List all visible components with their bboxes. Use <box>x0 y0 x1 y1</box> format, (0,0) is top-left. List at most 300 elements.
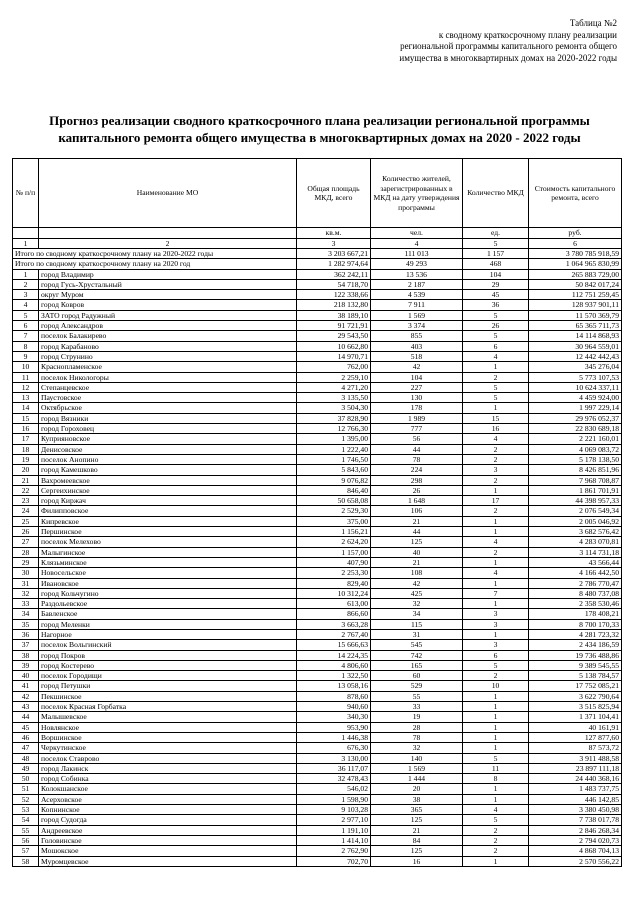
houses-value: 2 <box>463 475 529 485</box>
area-value: 10 662,80 <box>297 341 371 351</box>
mo-name: поселок Ставрово <box>39 753 297 763</box>
table-row <box>13 475 622 485</box>
cost-value: 1 861 701,91 <box>529 485 622 495</box>
area-value: 3 130,00 <box>297 753 371 763</box>
mo-name: город Гусь-Хрустальный <box>39 279 297 289</box>
mo-name: город Киржач <box>39 496 297 506</box>
row-number: 36 <box>13 629 39 639</box>
col-number-cell: 2 <box>39 238 297 249</box>
residents-value: 84 <box>371 835 463 845</box>
cost-value: 5 773 107,53 <box>529 372 622 382</box>
unit-cell <box>39 228 297 239</box>
table-row <box>13 794 622 804</box>
area-value: 32 478,43 <box>297 774 371 784</box>
mo-name: Копнинское <box>39 805 297 815</box>
mo-name: поселок Анопино <box>39 454 297 464</box>
residents-value: 130 <box>371 393 463 403</box>
cost-value: 4 281 723,32 <box>529 629 622 639</box>
mo-name: Андреевское <box>39 825 297 835</box>
area-value: 407,90 <box>297 557 371 567</box>
mo-name: город Александров <box>39 321 297 331</box>
table-row <box>13 629 622 639</box>
houses-value: 3 <box>463 619 529 629</box>
cost-value: 265 883 729,00 <box>529 269 622 279</box>
residents-value: 1 569 <box>371 763 463 773</box>
cost-value: 87 573,72 <box>529 743 622 753</box>
row-number: 9 <box>13 351 39 361</box>
houses-value: 1 <box>463 712 529 722</box>
header-cell-area: Общая площадь МКД, всего <box>297 159 371 228</box>
cost-value: 2 846 268,34 <box>529 825 622 835</box>
area-value: 5 843,60 <box>297 465 371 475</box>
table-row <box>13 547 622 557</box>
cost-value: 22 830 689,18 <box>529 424 622 434</box>
cost-value: 7 968 708,87 <box>529 475 622 485</box>
cost-value: 127 877,60 <box>529 732 622 742</box>
houses-value: 6 <box>463 650 529 660</box>
table-row <box>13 815 622 825</box>
caption-line: к сводному краткосрочному плану реализации <box>438 29 617 40</box>
cost-value: 3 682 576,42 <box>529 527 622 537</box>
area-value: 1 746,50 <box>297 454 371 464</box>
row-number: 28 <box>13 547 39 557</box>
mo-name: Вахромеевское <box>39 475 297 485</box>
row-number: 12 <box>13 382 39 392</box>
table-row <box>13 763 622 773</box>
cost-value: 5 138 784,57 <box>529 671 622 681</box>
row-number: 7 <box>13 331 39 341</box>
area-value: 2 529,30 <box>297 506 371 516</box>
row-number: 27 <box>13 537 39 547</box>
mo-name: Раздольевское <box>39 599 297 609</box>
mo-name: Пекшинское <box>39 691 297 701</box>
table-row <box>13 671 622 681</box>
table-row <box>13 784 622 794</box>
row-number: 15 <box>13 413 39 423</box>
houses-value: 1 <box>463 691 529 701</box>
total-row <box>13 249 622 259</box>
table-row <box>13 825 622 835</box>
table-row <box>13 609 622 619</box>
area-value: 50 658,08 <box>297 496 371 506</box>
cost-value: 10 624 337,11 <box>529 382 622 392</box>
residents-value: 104 <box>371 372 463 382</box>
houses-value: 17 <box>463 496 529 506</box>
residents-value: 403 <box>371 341 463 351</box>
area-value: 14 970,71 <box>297 351 371 361</box>
mo-name: город Струнино <box>39 351 297 361</box>
residents-value: 32 <box>371 743 463 753</box>
houses-value: 5 <box>463 815 529 825</box>
table-row <box>13 640 622 650</box>
table-row <box>13 537 622 547</box>
cost-value: 4 283 070,81 <box>529 537 622 547</box>
area-value: 953,90 <box>297 722 371 732</box>
mo-name: город Карабаново <box>39 341 297 351</box>
table-row <box>13 588 622 598</box>
area-value: 702,70 <box>297 856 371 866</box>
total-cost: 1 064 965 830,99 <box>529 259 622 269</box>
area-value: 362 242,11 <box>297 269 371 279</box>
area-value: 37 828,90 <box>297 413 371 423</box>
cost-value: 29 976 052,37 <box>529 413 622 423</box>
cost-value: 2 221 160,01 <box>529 434 622 444</box>
residents-value: 7 911 <box>371 300 463 310</box>
mo-name: Кипревское <box>39 516 297 526</box>
area-value: 1 598,90 <box>297 794 371 804</box>
row-number: 52 <box>13 794 39 804</box>
houses-value: 3 <box>463 640 529 650</box>
residents-value: 31 <box>371 629 463 639</box>
mo-name: город Покров <box>39 650 297 660</box>
row-number: 19 <box>13 454 39 464</box>
header-cell-number: № п/п <box>13 159 39 228</box>
houses-value: 1 <box>463 557 529 567</box>
residents-value: 298 <box>371 475 463 485</box>
table-row <box>13 516 622 526</box>
table-row <box>13 393 622 403</box>
header-cell-houses: Количество МКД <box>463 159 529 228</box>
row-number: 6 <box>13 321 39 331</box>
table-row <box>13 660 622 670</box>
residents-value: 227 <box>371 382 463 392</box>
area-value: 4 806,60 <box>297 660 371 670</box>
houses-value: 2 <box>463 835 529 845</box>
table-row <box>13 310 622 320</box>
row-number: 51 <box>13 784 39 794</box>
residents-value: 56 <box>371 434 463 444</box>
table-row <box>13 506 622 516</box>
row-number: 40 <box>13 671 39 681</box>
residents-value: 545 <box>371 640 463 650</box>
houses-value: 1 <box>463 629 529 639</box>
area-value: 2 767,40 <box>297 629 371 639</box>
mo-name: поселок Вольгинский <box>39 640 297 650</box>
houses-value: 5 <box>463 753 529 763</box>
area-value: 38 189,10 <box>297 310 371 320</box>
mo-name: поселок Мелехово <box>39 537 297 547</box>
cost-value: 112 751 259,45 <box>529 290 622 300</box>
header-cell-residents: Количество жителей, зарегистрированных в МКД на дату утверждения программы <box>371 159 463 228</box>
houses-value: 5 <box>463 331 529 341</box>
houses-value: 2 <box>463 547 529 557</box>
area-value: 9 076,82 <box>297 475 371 485</box>
houses-value: 4 <box>463 805 529 815</box>
area-value: 829,40 <box>297 578 371 588</box>
total-label: Итого по сводному краткосрочному плану на 2020 год <box>13 259 297 269</box>
table-row <box>13 835 622 845</box>
area-value: 1 156,21 <box>297 527 371 537</box>
header-cell-name: Наименование МО <box>39 159 297 228</box>
mo-name: город Собинка <box>39 774 297 784</box>
residents-value: 60 <box>371 671 463 681</box>
houses-value: 4 <box>463 434 529 444</box>
area-value: 4 271,20 <box>297 382 371 392</box>
cost-value: 4 459 924,00 <box>529 393 622 403</box>
area-value: 15 666,63 <box>297 640 371 650</box>
houses-value: 8 <box>463 774 529 784</box>
houses-value: 26 <box>463 321 529 331</box>
table-header <box>13 159 622 249</box>
table-row <box>13 856 622 866</box>
row-number: 1 <box>13 269 39 279</box>
row-number: 11 <box>13 372 39 382</box>
cost-value: 178 408,21 <box>529 609 622 619</box>
row-number: 24 <box>13 506 39 516</box>
row-number: 35 <box>13 619 39 629</box>
area-value: 1 222,40 <box>297 444 371 454</box>
cost-value: 50 842 017,24 <box>529 279 622 289</box>
houses-value: 2 <box>463 825 529 835</box>
table-row <box>13 331 622 341</box>
unit-cell: кв.м. <box>297 228 371 239</box>
area-value: 1 446,38 <box>297 732 371 742</box>
table-caption <box>297 18 617 64</box>
table-row <box>13 578 622 588</box>
houses-value: 2 <box>463 454 529 464</box>
row-number: 16 <box>13 424 39 434</box>
row-number: 49 <box>13 763 39 773</box>
area-value: 218 132,80 <box>297 300 371 310</box>
table-row <box>13 805 622 815</box>
cost-value: 14 114 868,93 <box>529 331 622 341</box>
row-number: 17 <box>13 434 39 444</box>
cost-value: 9 389 545,55 <box>529 660 622 670</box>
table-row <box>13 753 622 763</box>
area-value: 9 103,28 <box>297 805 371 815</box>
table-row <box>13 774 622 784</box>
residents-value: 855 <box>371 331 463 341</box>
mo-name: город Меленки <box>39 619 297 629</box>
row-number: 41 <box>13 681 39 691</box>
row-number: 31 <box>13 578 39 588</box>
table-row <box>13 619 622 629</box>
row-number: 34 <box>13 609 39 619</box>
row-number: 57 <box>13 846 39 856</box>
area-value: 2 762,90 <box>297 846 371 856</box>
area-value: 10 312,24 <box>297 588 371 598</box>
residents-value: 28 <box>371 722 463 732</box>
cost-value: 4 166 442,50 <box>529 568 622 578</box>
mo-name: Новосельское <box>39 568 297 578</box>
area-value: 29 543,50 <box>297 331 371 341</box>
row-number: 20 <box>13 465 39 475</box>
area-value: 3 663,28 <box>297 619 371 629</box>
residents-value: 1 444 <box>371 774 463 784</box>
table-row <box>13 444 622 454</box>
row-number: 37 <box>13 640 39 650</box>
row-number: 3 <box>13 290 39 300</box>
residents-value: 518 <box>371 351 463 361</box>
cost-value: 2 005 046,92 <box>529 516 622 526</box>
row-number: 26 <box>13 527 39 537</box>
cost-value: 8 480 737,08 <box>529 588 622 598</box>
cost-value: 17 752 085,21 <box>529 681 622 691</box>
houses-value: 1 <box>463 702 529 712</box>
table-row <box>13 372 622 382</box>
residents-value: 32 <box>371 599 463 609</box>
col-number-cell: 6 <box>529 238 622 249</box>
houses-value: 11 <box>463 763 529 773</box>
houses-value: 1 <box>463 732 529 742</box>
row-number: 43 <box>13 702 39 712</box>
header-cell-cost: Стоимость капитального ремонта, всего <box>529 159 622 228</box>
row-number: 4 <box>13 300 39 310</box>
total-label: Итого по сводному краткосрочному плану на 2020-2022 годы <box>13 249 297 259</box>
table-row <box>13 362 622 372</box>
houses-value: 1 <box>463 516 529 526</box>
table-row <box>13 382 622 392</box>
unit-cell: руб. <box>529 228 622 239</box>
table-row <box>13 413 622 423</box>
cost-value: 7 738 017,78 <box>529 815 622 825</box>
mo-name: Сергеихинское <box>39 485 297 495</box>
table-row <box>13 599 622 609</box>
row-number: 54 <box>13 815 39 825</box>
houses-value: 29 <box>463 279 529 289</box>
mo-name: Першинское <box>39 527 297 537</box>
houses-value: 45 <box>463 290 529 300</box>
mo-name: поселок Городищи <box>39 671 297 681</box>
residents-value: 1 648 <box>371 496 463 506</box>
cost-value: 3 114 731,18 <box>529 547 622 557</box>
table-row <box>13 341 622 351</box>
residents-value: 38 <box>371 794 463 804</box>
houses-value: 2 <box>463 506 529 516</box>
residents-value: 125 <box>371 537 463 547</box>
mo-name: город Владимир <box>39 269 297 279</box>
mo-name: Денисовское <box>39 444 297 454</box>
row-number: 14 <box>13 403 39 413</box>
cost-value: 4 069 083,72 <box>529 444 622 454</box>
row-number: 55 <box>13 825 39 835</box>
area-value: 866,60 <box>297 609 371 619</box>
table-row <box>13 650 622 660</box>
row-number: 48 <box>13 753 39 763</box>
row-number: 10 <box>13 362 39 372</box>
col-number-cell: 4 <box>371 238 463 249</box>
row-number: 46 <box>13 732 39 742</box>
mo-name: город Лакинск <box>39 763 297 773</box>
area-value: 940,60 <box>297 702 371 712</box>
area-value: 2 977,10 <box>297 815 371 825</box>
houses-value: 5 <box>463 660 529 670</box>
cost-value: 345 276,04 <box>529 362 622 372</box>
row-number: 30 <box>13 568 39 578</box>
area-value: 1 191,10 <box>297 825 371 835</box>
mo-name: Мошокское <box>39 846 297 856</box>
mo-name: Малыгинское <box>39 547 297 557</box>
residents-value: 3 374 <box>371 321 463 331</box>
table-row <box>13 290 622 300</box>
row-number: 2 <box>13 279 39 289</box>
houses-value: 7 <box>463 588 529 598</box>
table-row <box>13 496 622 506</box>
area-value: 36 117,07 <box>297 763 371 773</box>
area-value: 3 504,30 <box>297 403 371 413</box>
table-row <box>13 454 622 464</box>
row-number: 39 <box>13 660 39 670</box>
table-row <box>13 485 622 495</box>
area-value: 878,60 <box>297 691 371 701</box>
area-value: 13 058,16 <box>297 681 371 691</box>
cost-value: 2 434 186,59 <box>529 640 622 650</box>
houses-value: 36 <box>463 300 529 310</box>
houses-value: 1 <box>463 362 529 372</box>
mo-name: Муромцевское <box>39 856 297 866</box>
row-number: 58 <box>13 856 39 866</box>
area-value: 122 338,66 <box>297 290 371 300</box>
area-value: 340,30 <box>297 712 371 722</box>
cost-value: 4 868 704,13 <box>529 846 622 856</box>
residents-value: 44 <box>371 527 463 537</box>
residents-value: 2 187 <box>371 279 463 289</box>
row-number: 50 <box>13 774 39 784</box>
total-residents: 111 013 <box>371 249 463 259</box>
residents-value: 178 <box>371 403 463 413</box>
area-value: 762,00 <box>297 362 371 372</box>
houses-value: 2 <box>463 846 529 856</box>
houses-value: 5 <box>463 382 529 392</box>
houses-value: 4 <box>463 568 529 578</box>
mo-name: Краснопламенское <box>39 362 297 372</box>
caption-line: Таблица №2 <box>569 18 617 28</box>
cost-value: 446 142,85 <box>529 794 622 804</box>
cost-value: 44 398 957,33 <box>529 496 622 506</box>
houses-value: 3 <box>463 609 529 619</box>
houses-value: 1 <box>463 485 529 495</box>
residents-value: 78 <box>371 732 463 742</box>
cost-value: 23 897 111,18 <box>529 763 622 773</box>
row-number: 42 <box>13 691 39 701</box>
row-number: 25 <box>13 516 39 526</box>
table-row <box>13 279 622 289</box>
area-value: 613,00 <box>297 599 371 609</box>
unit-cell <box>13 228 39 239</box>
mo-name: город Судогда <box>39 815 297 825</box>
table-row <box>13 434 622 444</box>
cost-value: 2 570 556,22 <box>529 856 622 866</box>
residents-value: 125 <box>371 846 463 856</box>
houses-value: 5 <box>463 310 529 320</box>
mo-name: Головинское <box>39 835 297 845</box>
residents-value: 78 <box>371 454 463 464</box>
residents-value: 42 <box>371 362 463 372</box>
residents-value: 1 569 <box>371 310 463 320</box>
cost-value: 5 178 138,50 <box>529 454 622 464</box>
total-row <box>13 259 622 269</box>
houses-value: 4 <box>463 537 529 547</box>
area-value: 846,40 <box>297 485 371 495</box>
mo-name: город Вязники <box>39 413 297 423</box>
area-value: 2 624,20 <box>297 537 371 547</box>
cost-value: 1 483 737,75 <box>529 784 622 794</box>
area-value: 91 721,91 <box>297 321 371 331</box>
mo-name: Куприяновское <box>39 434 297 444</box>
cost-value: 30 964 559,01 <box>529 341 622 351</box>
mo-name: поселок Никологоры <box>39 372 297 382</box>
mo-name: Черкутинское <box>39 743 297 753</box>
area-value: 3 135,50 <box>297 393 371 403</box>
row-number: 56 <box>13 835 39 845</box>
area-value: 1 157,00 <box>297 547 371 557</box>
mo-name: поселок Балакирево <box>39 331 297 341</box>
cost-value: 1 997 229,14 <box>529 403 622 413</box>
houses-value: 1 <box>463 403 529 413</box>
document-title <box>20 112 619 146</box>
residents-value: 40 <box>371 547 463 557</box>
residents-value: 44 <box>371 444 463 454</box>
